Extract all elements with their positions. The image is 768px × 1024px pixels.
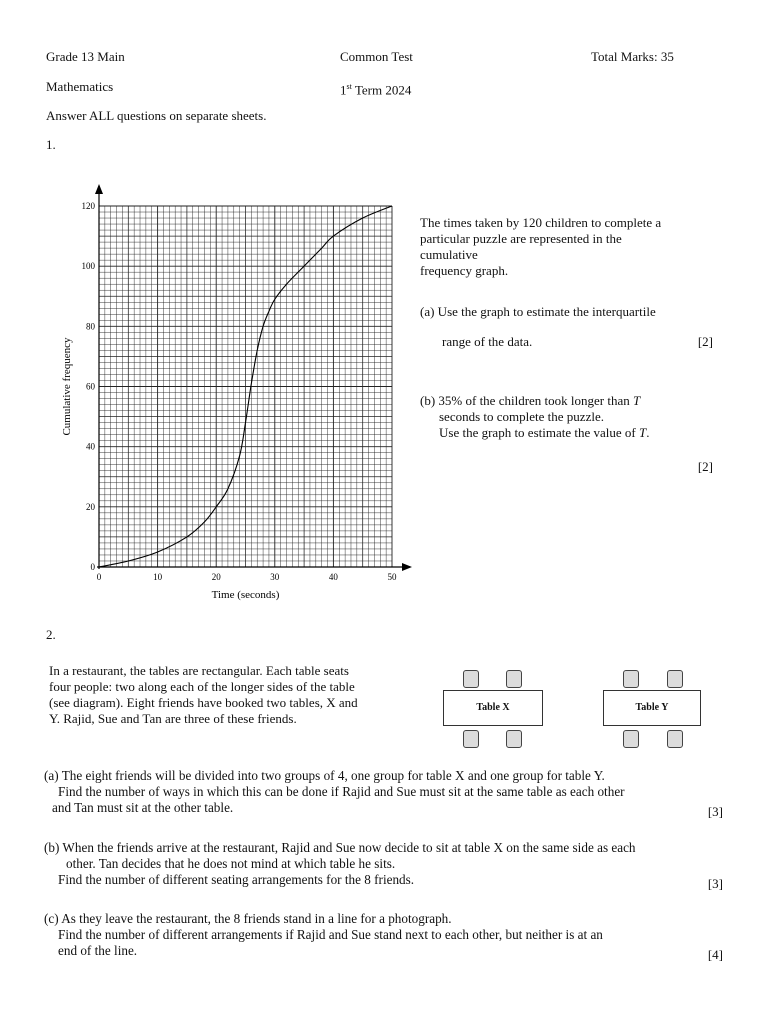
x-axis-label: Time (seconds) xyxy=(211,589,280,601)
header-subject: Mathematics xyxy=(46,79,114,94)
question-1a xyxy=(420,304,713,350)
q2c-marks: [4] xyxy=(707,947,723,962)
instruction: Answer ALL questions on separate sheets. xyxy=(46,108,267,123)
q1a-line: (a) Use the graph to estimate the interquartile xyxy=(420,304,656,319)
q2-intro-line: (see diagram). Eight friends have booked two tables, X and xyxy=(49,695,358,710)
chair xyxy=(667,730,683,748)
q1b-marks: [2] xyxy=(697,459,713,474)
x-tick-label: 10 xyxy=(153,572,163,582)
y-axis-label: Cumulative frequency xyxy=(61,337,73,436)
q2c-line: (c) As they leave the restaurant, the 8 friends stand in a line for a photograph. xyxy=(44,911,452,926)
chair xyxy=(623,730,639,748)
x-axis-arrow xyxy=(402,563,412,571)
y-tick-label: 0 xyxy=(90,562,95,572)
chair xyxy=(463,670,479,688)
q1-desc-line: frequency graph. xyxy=(420,263,509,278)
q2-intro-line: Y. Rajid, Sue and Tan are three of these friends. xyxy=(49,711,297,726)
cumulative-frequency-chart xyxy=(55,180,425,605)
y-tick-label: 100 xyxy=(81,261,95,272)
q1a-line: range of the data. xyxy=(442,334,533,349)
header-grade: Grade 13 Main xyxy=(46,49,125,64)
y-tick-label: 80 xyxy=(86,321,95,332)
table-x: Table X xyxy=(443,690,543,726)
q1b-line: (b) 35% of the children took longer than T xyxy=(420,393,641,408)
question-1b xyxy=(420,393,713,483)
y-axis-arrow xyxy=(95,184,103,194)
q1-desc-line: cumulative xyxy=(420,247,478,262)
q1-desc-line: particular puzzle are represented in the xyxy=(420,231,622,246)
header-total-marks: Total Marks: 35 xyxy=(591,49,674,64)
chair xyxy=(506,730,522,748)
chair xyxy=(506,670,522,688)
q2-intro-line: four people: two along each of the longer sides of the table xyxy=(49,679,355,694)
x-tick-label: 30 xyxy=(270,572,280,582)
q2b-line: other. Tan decides that he does not mind at which table he sits. xyxy=(66,856,396,871)
y-tick-label: 120 xyxy=(81,201,95,211)
x-tick-label: 0 xyxy=(96,572,102,582)
question-2-intro xyxy=(49,663,419,727)
header-term: 1st Term 2024 xyxy=(340,82,412,98)
chair xyxy=(463,730,479,748)
question-1-description xyxy=(420,215,720,279)
question-1-number: 1. xyxy=(46,137,56,152)
x-tick-label: 50 xyxy=(387,572,397,582)
question-2-number: 2. xyxy=(46,627,56,642)
q1b-line: Use the graph to estimate the value of T. xyxy=(439,425,650,440)
chair xyxy=(667,670,683,688)
q2c-line: end of the line. xyxy=(58,943,138,958)
chair xyxy=(623,670,639,688)
x-tick-label: 20 xyxy=(211,572,221,582)
x-tick-label: 40 xyxy=(328,572,338,582)
q2b-marks: [3] xyxy=(707,876,723,891)
q2b-line: (b) When the friends arrive at the restaurant, Rajid and Sue now decide to sit at table X on the same side as each xyxy=(44,840,636,855)
q1a-marks: [2] xyxy=(697,334,713,349)
question-2b xyxy=(44,840,723,891)
q2a-line: Find the number of ways in which this can be done if Rajid and Sue must sit at the same table as each other xyxy=(58,784,625,799)
y-tick-label: 40 xyxy=(86,441,95,452)
question-2a xyxy=(44,768,723,819)
q2b-line: Find the number of different seating arrangements for the 8 friends. xyxy=(58,872,415,887)
y-tick-label: 20 xyxy=(86,501,95,512)
q2a-line: and Tan must sit at the other table. xyxy=(52,800,234,815)
q2c-line: Find the number of different arrangements if Rajid and Sue stand next to each other, but neither is at an xyxy=(58,927,603,942)
q2a-line: (a) The eight friends will be divided into two groups of 4, one group for table X and one group for table Y. xyxy=(44,768,605,783)
q1-desc-line: The times taken by 120 children to complete a xyxy=(420,215,662,230)
table-y: Table Y xyxy=(603,690,701,726)
q2-intro-line: In a restaurant, the tables are rectangular. Each table seats xyxy=(49,663,349,678)
q2a-marks: [3] xyxy=(707,804,723,819)
question-2c xyxy=(44,911,723,962)
header-test-name: Common Test xyxy=(340,49,413,64)
q1b-line: seconds to complete the puzzle. xyxy=(439,409,604,424)
y-tick-label: 60 xyxy=(86,381,95,392)
